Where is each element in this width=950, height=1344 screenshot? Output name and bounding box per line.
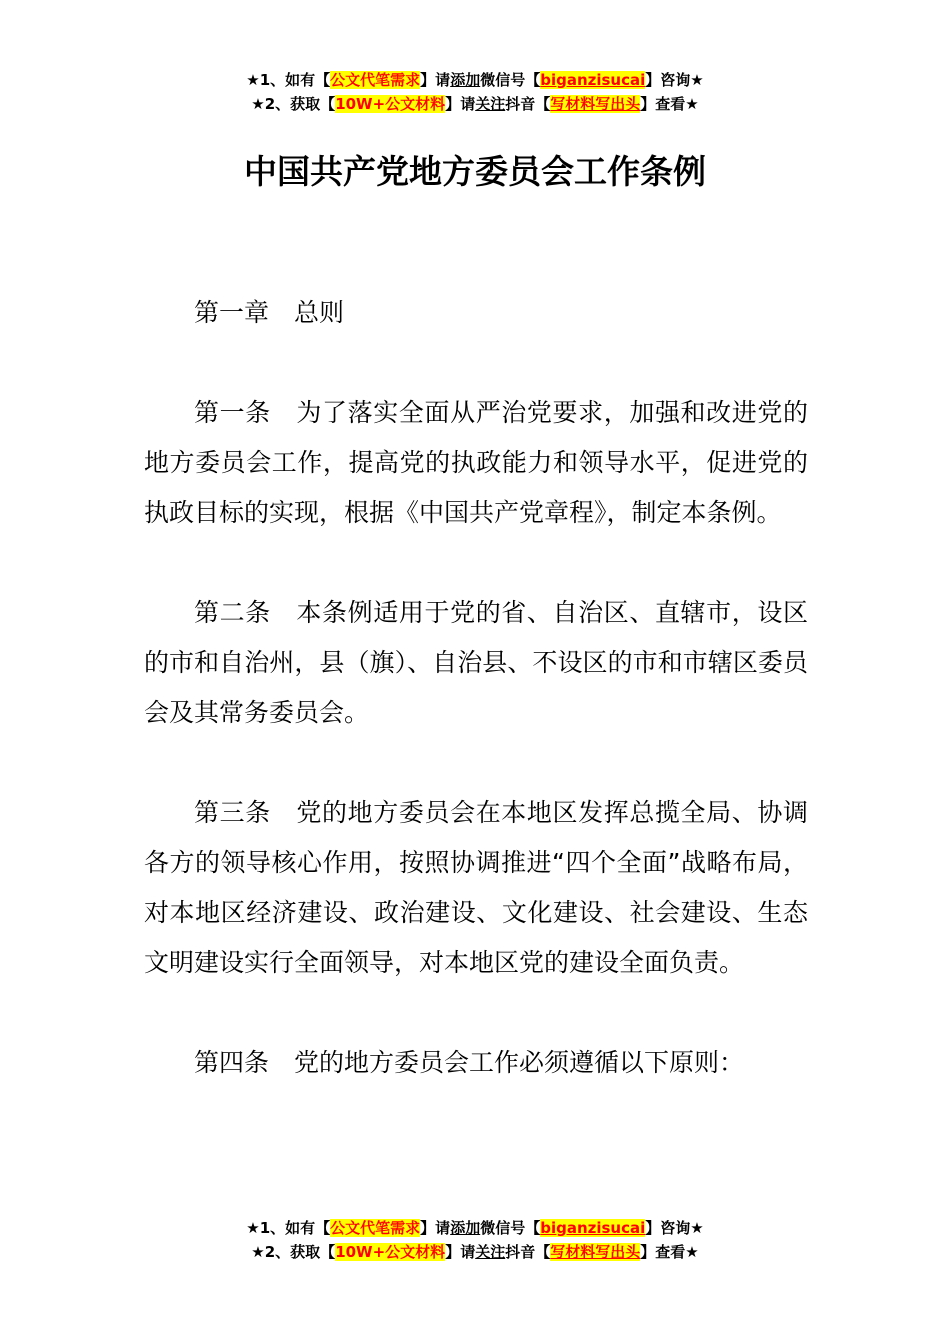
footer-banner [0,1216,950,1264]
banner-wechat-id: biganzisucai [540,71,646,89]
banner-highlight: 10W+公文材料 [335,95,446,113]
banner-text: 微信号【 [480,71,541,89]
banner-line-2 [0,1240,950,1264]
banner-text: 微信号【 [480,1219,541,1237]
banner-text: 】请 [420,71,451,89]
banner-text: ★1、如有【 [246,1219,331,1237]
banner-highlight: 10W+公文材料 [335,1243,446,1261]
banner-douyin-id: 写材料写出头 [550,1243,641,1261]
banner-text: 抖音【 [505,1243,551,1261]
banner-douyin-id: 写材料写出头 [550,95,641,113]
banner-underlined-text: 添加 [450,1219,481,1237]
banner-underlined-text: 添加 [450,71,481,89]
banner-underlined-text: 关注 [475,95,506,113]
chapter-heading: 第一章 总则 [194,298,345,327]
banner-text: 】请 [420,1219,451,1237]
article-1: 第一条 为了落实全面从严治党要求，加强和改进党的地方委员会工作，提高党的执政能力和领导水平，促进党的执政目标的实现，根据《中国共产党章程》，制定本条例。 [144,398,808,527]
article-3: 第三条 党的地方委员会在本地区发挥总揽全局、协调各方的领导核心作用，按照协调推进“四个全面”战略布局，对本地区经济建设、政治建设、文化建设、社会建设、生态文明建设实行全面领导，对本地区党的建设全面负责。 [144,798,808,977]
banner-text: 】请 [445,1243,476,1261]
banner-text: 】查看★ [640,95,699,113]
banner-text: ★1、如有【 [246,71,331,89]
article-2: 第二条 本条例适用于党的省、自治区、直辖市，设区的市和自治州，县（旗）、自治县、不设区的市和市辖区委员会及其常务委员会。 [144,598,808,727]
banner-text: ★2、获取【 [251,1243,336,1261]
banner-underlined-text: 关注 [475,1243,506,1261]
banner-line-1 [0,68,950,92]
banner-text: 】咨询★ [645,71,704,89]
banner-line-2 [0,92,950,116]
banner-text: 】请 [445,95,476,113]
banner-text: 】查看★ [640,1243,699,1261]
header-banner [0,68,950,116]
banner-highlight: 公文代笔需求 [330,71,421,89]
document-body [144,288,808,1088]
article-4: 第四条 党的地方委员会工作必须遵循以下原则： [194,1048,745,1077]
banner-highlight: 公文代笔需求 [330,1219,421,1237]
banner-text: 】咨询★ [645,1219,704,1237]
banner-text: 抖音【 [505,95,551,113]
banner-line-1 [0,1216,950,1240]
banner-wechat-id: biganzisucai [540,1219,646,1237]
document-title: 中国共产党地方委员会工作条例 [244,152,706,191]
banner-text: ★2、获取【 [251,95,336,113]
